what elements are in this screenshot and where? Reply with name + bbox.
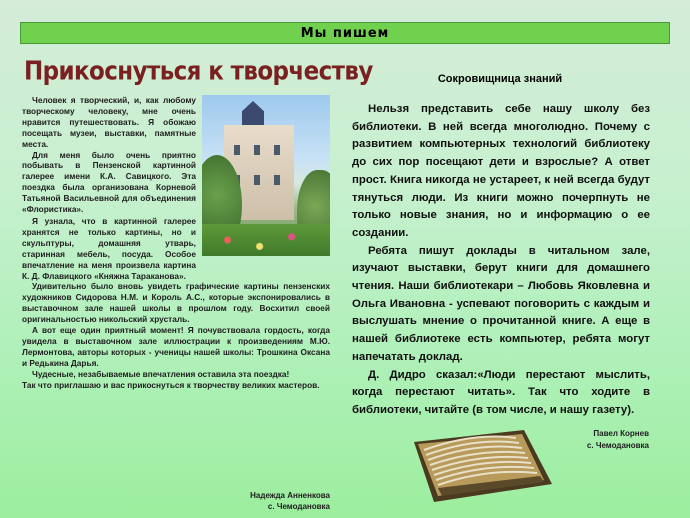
- right-article: [352, 101, 650, 420]
- right-paragraph: Д. Дидро сказал:«Люди перестают мыслить, когда перестают читать». Так что ходите в библиотеки, читайте (в том числе, и нашу газету).: [352, 368, 650, 416]
- section-header-bar: [20, 22, 670, 44]
- right-author: Павел Корнев: [593, 429, 649, 438]
- left-paragraph: Человек я творческий, и, как любому творческому человеку, мне очень нравится путешествовать. Я обожаю посещать музеи, выставки, памятные места.: [22, 95, 196, 149]
- gallery-building-photo: [202, 95, 330, 256]
- left-paragraph: Так что приглашаю и вас прикоснуться к творчеству великих мастеров.: [22, 379, 320, 390]
- left-signature: [250, 490, 330, 512]
- left-paragraph: Удивительно было вновь увидеть графические картины пензенских художников Сидорова Н.М. и Король А.С., которые экспонировались в выставочном зале нашей школы в прошлом году. Восхитил своей оригинальностью никольский хрусталь.: [22, 281, 330, 325]
- left-author: Надежда Анненкова: [250, 491, 330, 500]
- left-article: [22, 95, 330, 390]
- right-signature: [587, 428, 649, 452]
- main-title: Прикоснуться к творчеству: [24, 57, 373, 87]
- left-paragraph: Для меня было очень приятно побывать в Пензенской картинной галерее имени К.А. Савицкого. Эта поездка была организована Корневой Татьяной Васильевной для объединения «Флористика».: [22, 149, 196, 215]
- right-paragraph: Нельзя представить себе нашу школу без библиотеки. В ней всегда многолюдно. Почему с развитием компьютерных технологий библиотеку до сих пор посещают дети и взрослые? А ответ прост. Книга никогда не устареет, к ней всегда будут тянуться люди. Из книги можно почерпнуть не только новые знания, но и информацию о ее создании.: [352, 103, 650, 239]
- left-paragraph: Я узнала, что в картинной галерее хранятся не только картины, но и скульптуры, домашняя утварь, старинная мебель, посуда. Особое впечатление на меня произвела картина К. Д. Флавицкого «Княжна Тараканова».: [22, 215, 196, 281]
- right-paragraph: Ребята пишут доклады в читальном зале, изучают выставки, берут книги для домашнего чтения. Наши библиотекари – Любовь Яковлевна и Ольга Ивановна - успевают поговорить с каждым и выслушать мнение о прочитанной книге. А еще в нашей библиотеке есть компьютер, ребята могут напечатать доклад.: [352, 244, 650, 363]
- left-place: с. Чемодановка: [267, 502, 330, 511]
- left-paragraph: Чудесные, незабываемые впечатления оставила эта поездка!: [32, 368, 290, 379]
- right-article-title: Сокровищница знаний: [437, 73, 563, 85]
- left-paragraph: А вот еще один приятный момент! Я почувствовала гордость, когда увидела в выставочном зале иллюстрации к произведениям М.Ю. Лермонтова, авторы которых - ученицы нашей школы: Трошкина Оксана и Редькина Дарья.: [22, 325, 330, 368]
- open-book-image: [404, 422, 554, 504]
- right-place: с. Чемодановка: [586, 441, 649, 450]
- section-header-label: Мы пишем: [300, 25, 390, 41]
